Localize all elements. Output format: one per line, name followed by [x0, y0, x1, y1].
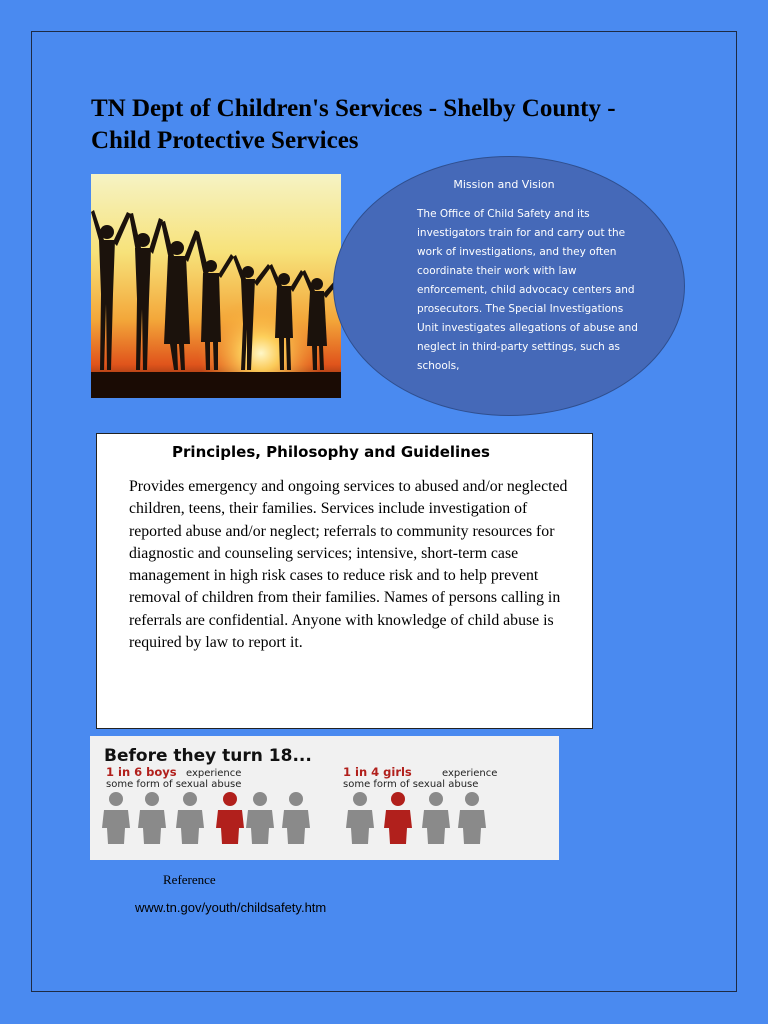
boy-figure: [216, 792, 244, 844]
infographic-graphic: [90, 736, 559, 860]
girl-figure: [422, 792, 450, 844]
reference-label: Reference: [163, 872, 216, 887]
page-title: [91, 93, 691, 157]
principles-body: Provides emergency and ongoing services to abused and/or neglected children, teens, their families. Services include investigation of reported abuse and/or neglect; referrals to community resources for diagnostic and counseling services; intensive, short-term case management in high risk cases to reduce risk and to help prevent removal of children from their families. Names of persons calling in referrals are confidential. Anyone with knowledge of child abuse is required by law to report it.: [129, 478, 568, 652]
boy-figure: [102, 792, 130, 844]
boy-figure: [176, 792, 204, 844]
abuse-statistics-infographic: [90, 736, 559, 860]
boy-figure: [138, 792, 166, 844]
girls-figures: [346, 792, 486, 844]
boys-figures: [102, 792, 310, 844]
children-sunset-photo: [91, 174, 341, 398]
girls-stat: 1 in 4 girls: [343, 765, 412, 779]
reference-link[interactable]: www.tn.gov/youth/childsafety.htm: [135, 900, 327, 915]
boy-figure: [282, 792, 310, 844]
title-line-1: TN Dept of Children's Services - Shelby County -: [91, 95, 616, 122]
mission-text: The Office of Child Safety and its investigators train for and carry out the work of investigations, and they often coordinate their work with law enforcement, child advocacy centers and prosecutors. The Special Investigations Unit investigates allegations of abuse and neglect in third-party settings, such as schools,: [417, 208, 638, 372]
principles-heading: Principles, Philosophy and Guidelines: [172, 443, 490, 461]
boy-figure: [246, 792, 274, 844]
mission-heading: Mission and Vision: [453, 178, 555, 191]
boys-stat-suffix2: some form of sexual abuse: [106, 779, 242, 790]
girl-figure: [346, 792, 374, 844]
girl-figure: [458, 792, 486, 844]
girls-stat-suffix1: experience: [442, 768, 498, 779]
girl-figure: [384, 792, 412, 844]
title-line-2: Child Protective Services: [91, 127, 359, 154]
boys-stat-suffix1: experience: [186, 768, 242, 779]
principles-panel: [96, 433, 593, 729]
boys-stat: 1 in 6 boys: [106, 765, 177, 779]
infographic-title: Before they turn 18...: [104, 746, 312, 766]
girls-stat-suffix2: some form of sexual abuse: [343, 779, 479, 790]
